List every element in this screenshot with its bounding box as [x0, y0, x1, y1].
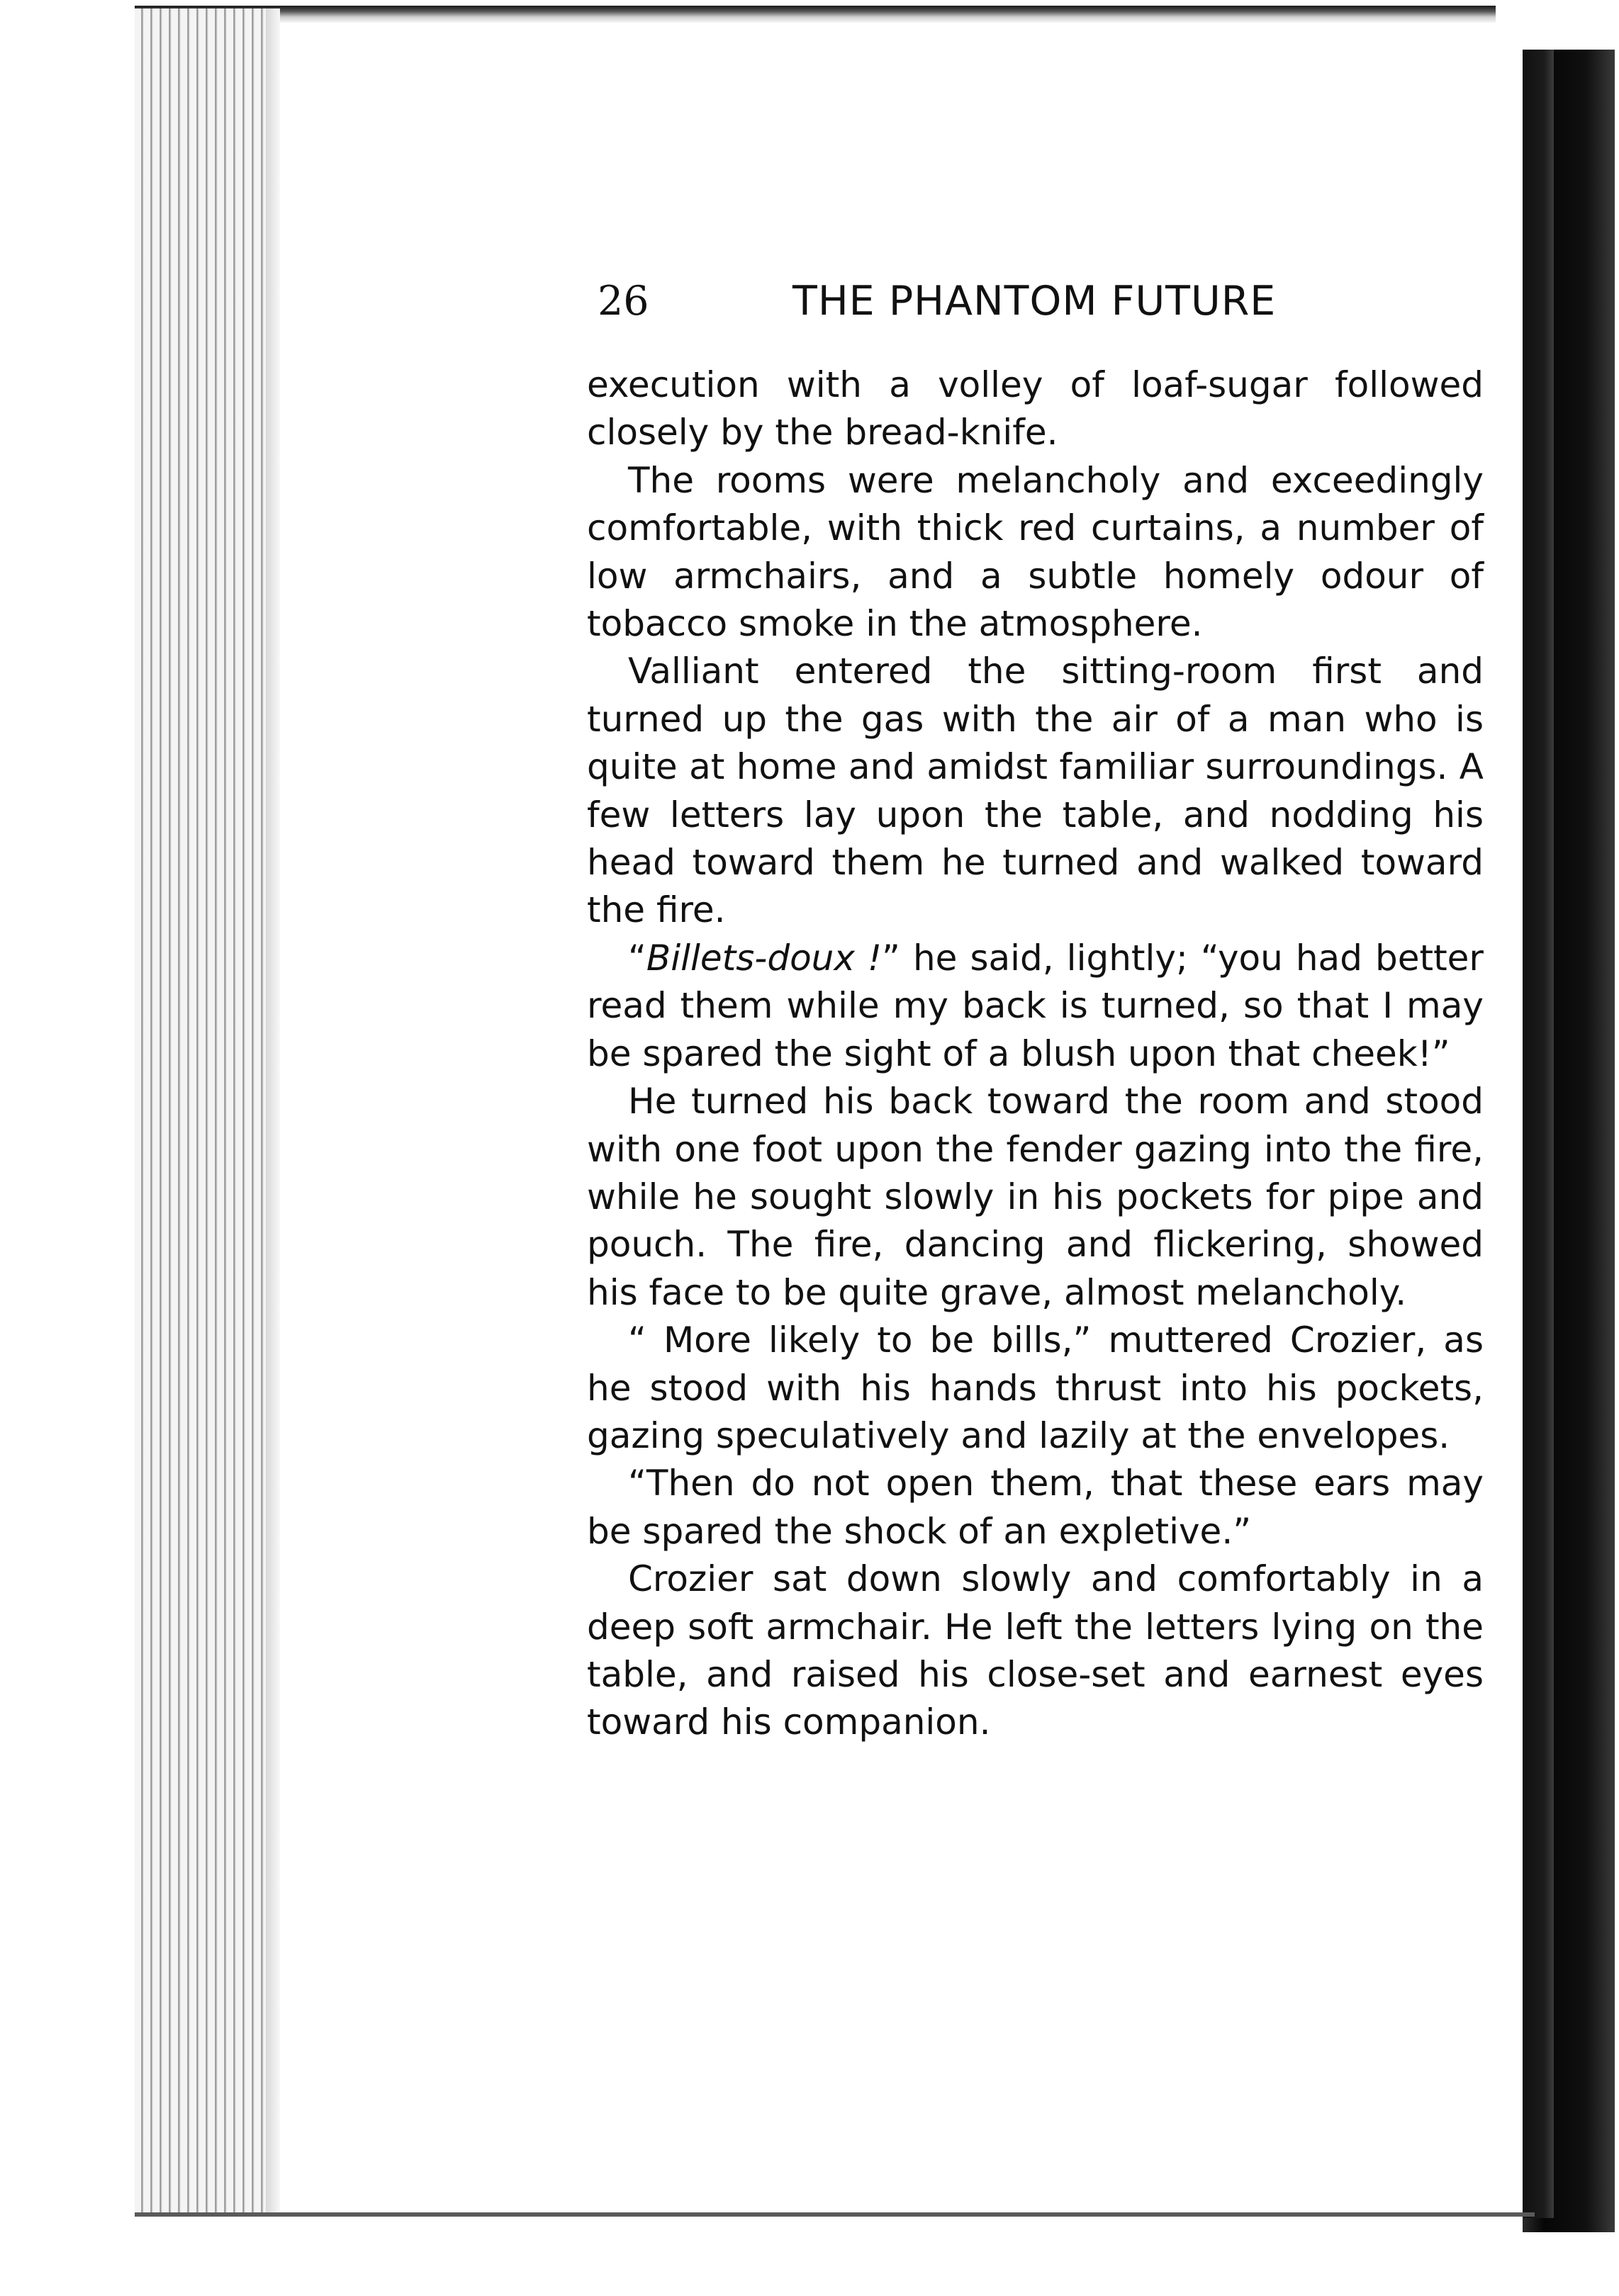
italic-phrase: Billets-doux !: [646, 937, 883, 979]
paragraph: The rooms were melancholy and exceedingly comfortable, with thick red curtains, a number of low armchairs, and a subtle homely odour of tobacco smoke in the atmosphere.: [587, 459, 1484, 645]
paragraph: “Billets-doux !” he said, lightly; “you had better read them while my back is turned, so that I may be spared the sight of a blush upon that cheek!”: [587, 937, 1484, 1074]
open-quote: “: [628, 937, 646, 979]
paragraph: “Then do not open them, that these ears may be spared the shock of an expletive.”: [587, 1463, 1484, 1552]
paragraph: He turned his back toward the room and stood with one foot upon the fender gazing into the fire, while he sought slowly in his pockets for pipe and pouch. The fire, dancing and flickering, showed his face to be quite grave, almost melancholy.: [587, 1081, 1484, 1313]
stacked-page-edges: [135, 9, 276, 2216]
page-number: 26: [598, 278, 649, 325]
paragraph: Valliant entered the sitting-room first and turned up the gas with the air of a man who is quite at home and amidst familiar surroundings. A few letters lay upon the table, and nodding his head toward them he turned and walked toward the fire.: [587, 651, 1484, 931]
book-top-edge: [135, 6, 1496, 23]
paragraph: execution with a volley of loaf-sugar followed closely by the bread-knife.: [587, 364, 1484, 454]
body-text: [587, 361, 1484, 1747]
paragraph: “ More likely to be bills,” muttered Crozier, as he stood with his hands thrust into his pockets, gazing speculatively and lazily at the envelopes.: [587, 1319, 1484, 1456]
running-header: [598, 278, 1299, 334]
book-cover-inner-edge: [1523, 50, 1554, 2218]
book-bottom-edge: [135, 2212, 1535, 2217]
running-title: THE PHANTOM FUTURE: [792, 278, 1277, 325]
paragraph: Crozier sat down slowly and comfortably in a deep soft armchair. He left the letters lying on the table, and raised his close-set and earnest eyes toward his companion.: [587, 1558, 1484, 1743]
page-gutter-shadow: [266, 9, 280, 2216]
